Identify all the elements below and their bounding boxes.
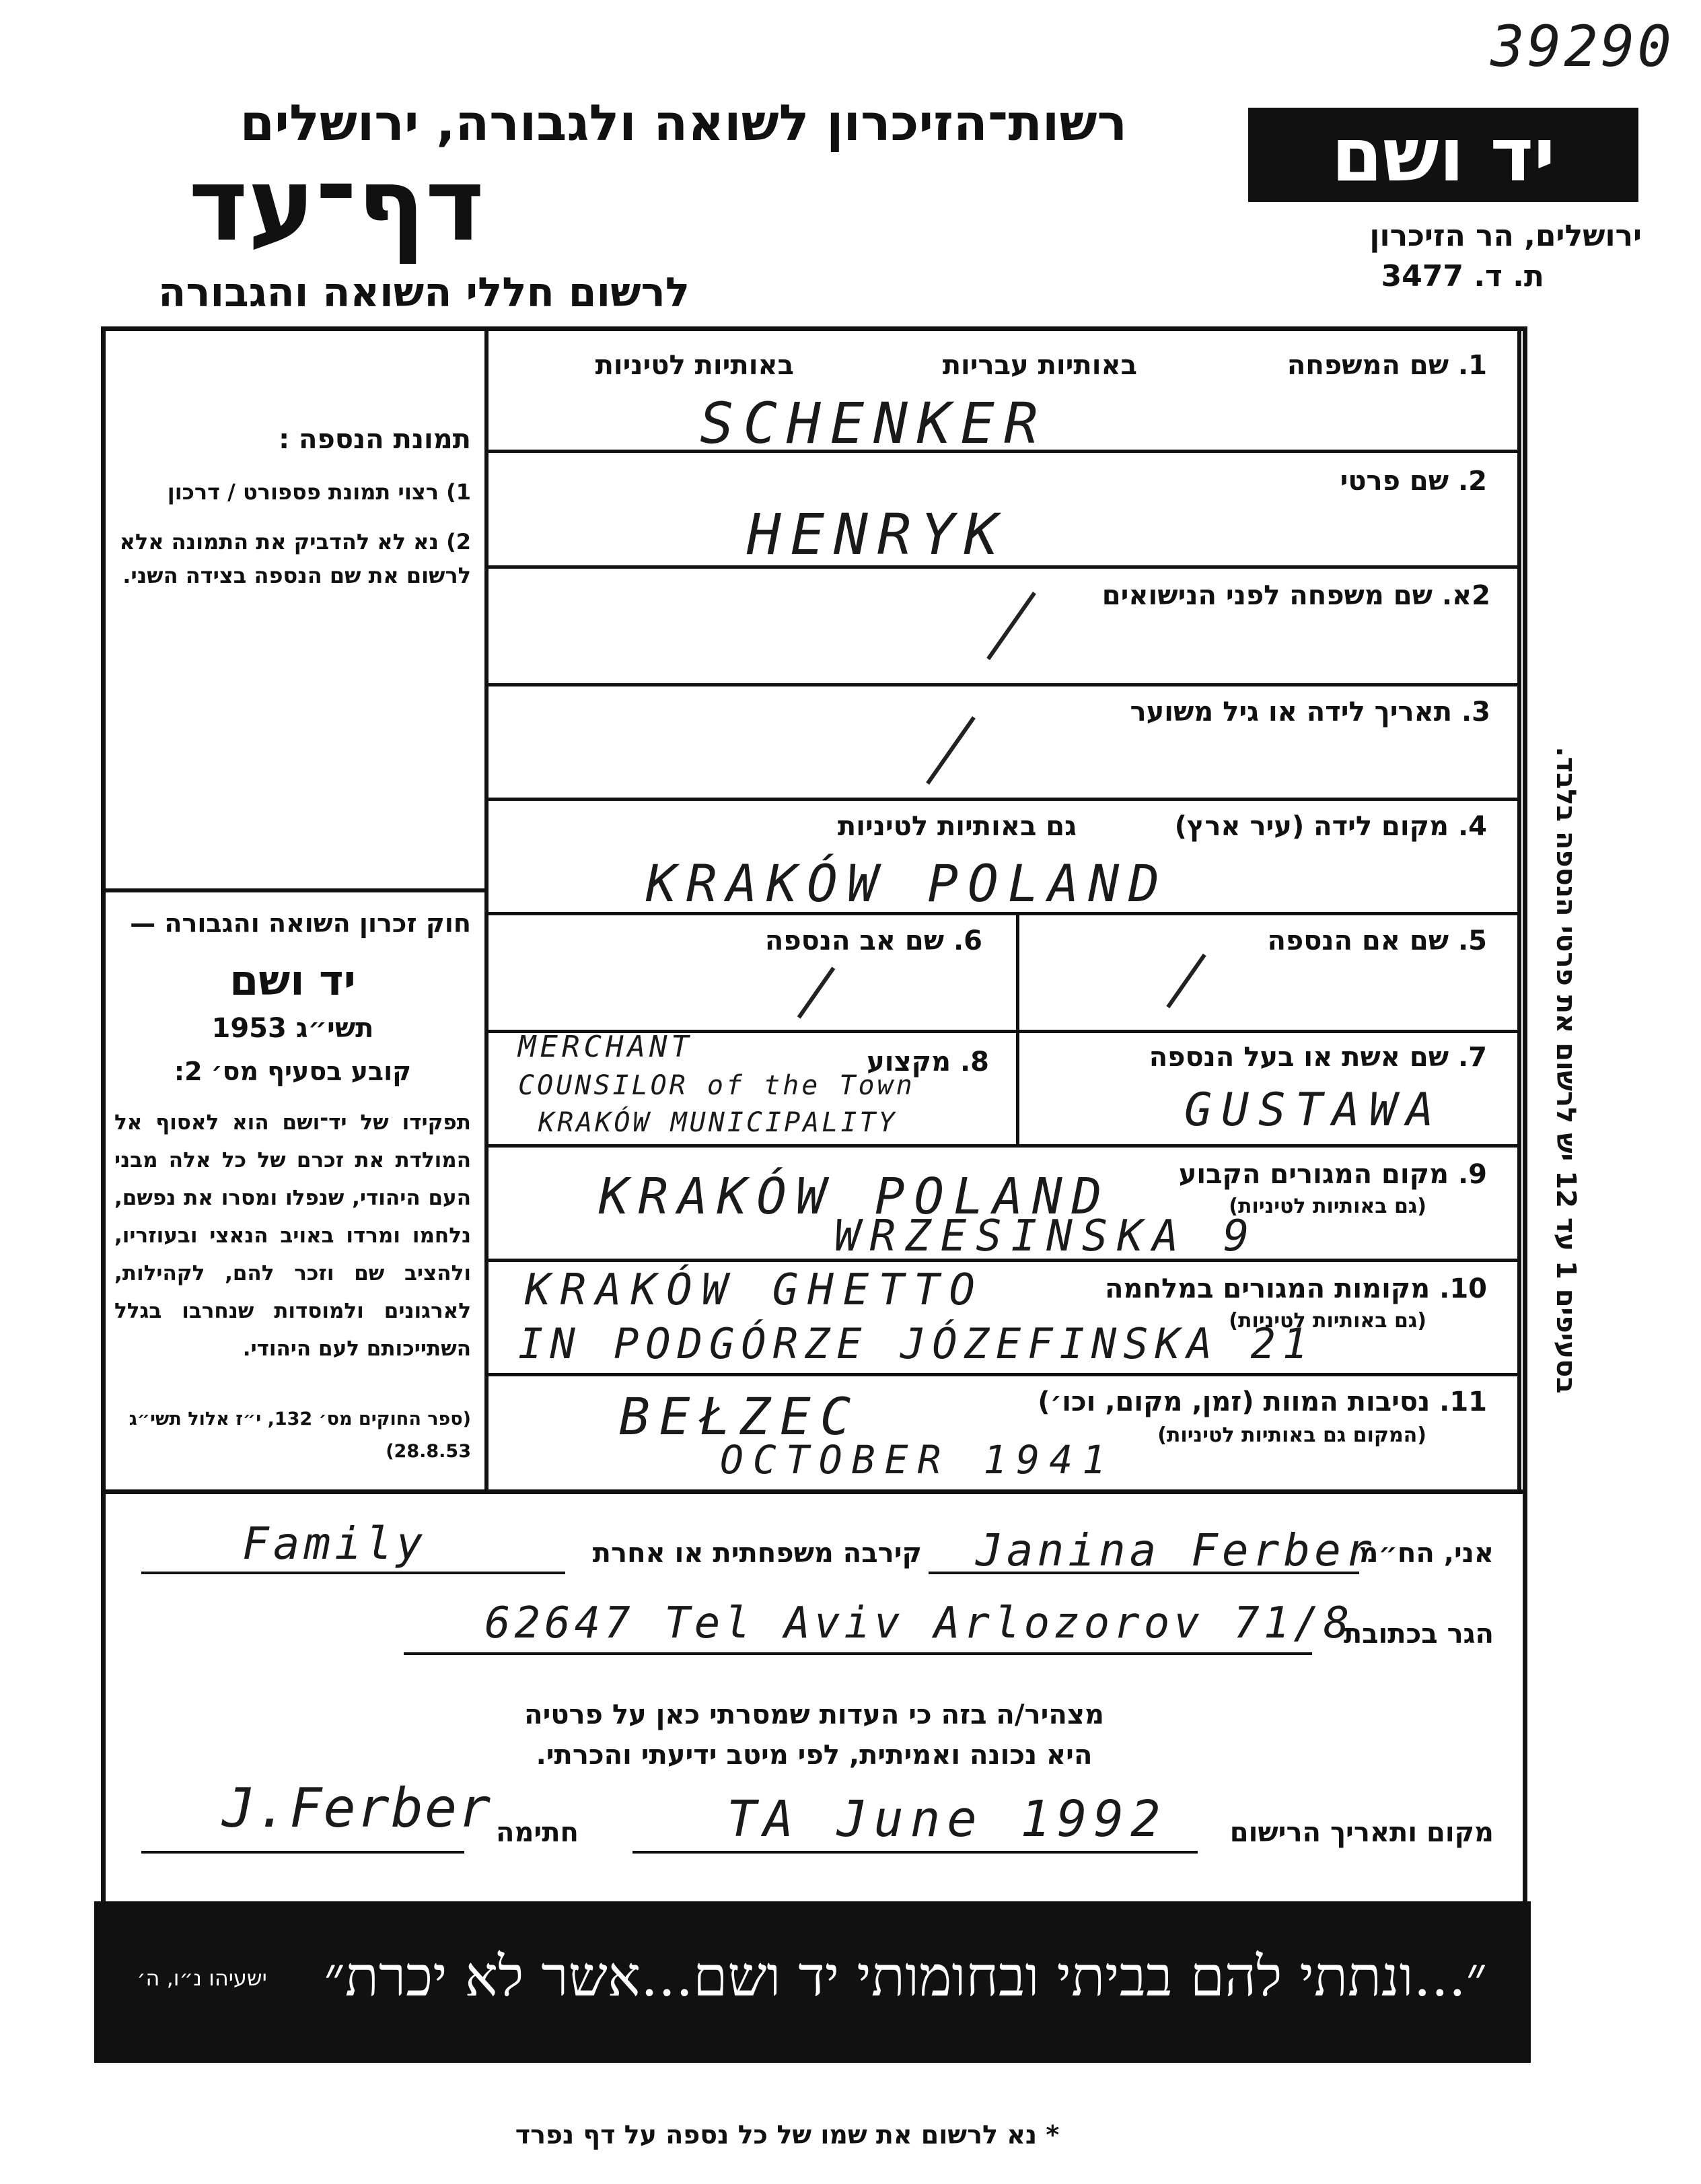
place-date-label: מקום ותאריך הרישום <box>1229 1817 1494 1848</box>
field3-label: 3. תאריך לידה או גיל משוער <box>1130 697 1490 728</box>
field-area-edge <box>1517 326 1521 1494</box>
profession-value1[interactable]: MERCHANT <box>518 1030 693 1064</box>
wartime-residence-value1[interactable]: KRAKÓW GHETTO <box>525 1265 984 1315</box>
footer-note: * נא לרשום את שמו של כל נספה על דף נפרד <box>515 2120 1060 2150</box>
relation-value[interactable]: Family <box>242 1518 427 1570</box>
field9-sub: (גם באותיות לטיניות) <box>1229 1195 1426 1218</box>
profession-value3[interactable]: KRAKÓW MUNICIPALITY <box>538 1107 898 1138</box>
page-subtitle: לרשום חללי השואה והגבורה <box>158 269 690 316</box>
field6-label: 6. שם אב הנספה <box>764 925 982 956</box>
address-line1: ירושלים, הר הזיכרון <box>1369 219 1642 253</box>
field1-label: 1. שם המשפחה <box>1287 350 1487 381</box>
surname-value[interactable]: SCHENKER <box>700 390 1048 456</box>
yad-vashem-logo <box>1248 108 1638 202</box>
place-date-line <box>632 1851 1198 1854</box>
relation-label: קירבה משפחתית או אחרת <box>592 1538 922 1569</box>
field11-sub: (המקום גם באותיות לטיניות) <box>1157 1423 1426 1447</box>
field9-label: 9. מקום המגורים הקבוע <box>1178 1159 1487 1190</box>
photo-box-note2: 2) נא לא להדביק את התמונה אלא לרשום את שם הנספה בצידה השני. <box>119 529 471 588</box>
banner-source: ישעיהו נ״ו, ה׳ <box>137 1965 267 1991</box>
side-instruction: בסעיפים 1 עד 12 יש לרשום את פרטי הנספה בלבד. <box>1550 746 1581 1394</box>
left-column-split <box>101 888 486 892</box>
field8-label: 8. מקצוע <box>867 1047 989 1078</box>
statement-line1: מצהיר/ה בזה כי העדות שמסרתי כאן על פרטיה <box>524 1699 1104 1730</box>
photo-box-note1: 1) רצוי תמונת פספורט / דרכון <box>167 479 471 505</box>
address-line2: ת. ד. 3477 <box>1381 259 1544 293</box>
field5-label: 5. שם אם הנספה <box>1267 925 1487 956</box>
law-box-year: תשי״ג 1953 <box>211 1013 374 1044</box>
field2-label: 2. שם פרטי <box>1340 466 1487 497</box>
residence-value1[interactable]: KRAKÓW POLAND <box>599 1168 1112 1226</box>
field11-label: 11. נסיבות המוות (זמן, מקום, וכו׳) <box>1038 1386 1487 1417</box>
place-date-value[interactable]: TA June 1992 <box>727 1790 1167 1848</box>
page-title: דף־עד <box>188 147 484 264</box>
field10-label: 10. מקומות המגורים במלחמה <box>1105 1273 1487 1304</box>
declarant-prefix: אני, הח״מ <box>1359 1538 1494 1569</box>
logo-text: יד ושם <box>1331 112 1556 198</box>
photo-box-title: תמונת הנספה : <box>279 424 471 455</box>
law-box-clause: קובע בסעיף מס׳ 2: <box>174 1057 412 1086</box>
field2a-label: 2א. שם משפחה לפני הנישואים <box>1101 580 1490 611</box>
row-sep-3 <box>486 683 1519 686</box>
death-place-value[interactable]: BEŁZEC <box>619 1386 861 1446</box>
address-line <box>404 1652 1312 1655</box>
signature-value[interactable]: J.Ferber <box>222 1777 493 1839</box>
left-column-divider <box>484 326 488 1494</box>
statement-line2: היא נכונה ואמיתית, לפי מיטב ידיעתי והכרתי. <box>536 1740 1093 1771</box>
field1-hebrew-hint: באותיות עבריות <box>942 350 1137 381</box>
field10-sub: (גם באותיות לטיניות) <box>1229 1309 1426 1333</box>
institution-name: רשות־הזיכרון לשואה ולגבורה, ירושלים <box>240 94 1127 152</box>
signature-line <box>141 1851 464 1854</box>
signature-label: חתימה <box>495 1817 579 1848</box>
law-box-name: יד ושם <box>229 956 356 1005</box>
law-box-text: תפקידו של יד־ושם הוא לאסוף אל המולדת את זכרם של כל אלה מבני העם היהודי, שנפלו ומסרו את נפשם, נלחמו ומרדו באויב הנאצי ובעוזריו, ולהציב שם וזכר להם, לקהילות, לארגונים ולמוסדות שנחרבו בגלל השתייכותם לעם היהודי. <box>114 1111 471 1361</box>
row-sep-7 <box>486 1144 1519 1148</box>
file-number: 39290 <box>1490 13 1674 79</box>
law-box-title: חוק זכרון השואה והגבורה — <box>130 909 471 938</box>
death-date-value[interactable]: OCTOBER 1941 <box>720 1437 1116 1483</box>
spouse-name-value[interactable]: GUSTAWA <box>1184 1084 1443 1137</box>
declarant-name-value[interactable]: Janina Ferber <box>976 1524 1376 1576</box>
banner-quote: ״...ונתתי להם בביתי ובחומותי יד ושם...אשר לא יכרת״ <box>324 1945 1487 2009</box>
relation-line <box>141 1572 565 1574</box>
residence-value2[interactable]: WRZESINSKA 9 <box>834 1211 1259 1261</box>
field4-label: 4. מקום לידה (עיר ארץ) <box>1174 811 1487 842</box>
field4-latin-hint: גם באותיות לטיניות <box>837 811 1077 842</box>
birthplace-value[interactable]: KRAKÓW POLAND <box>646 853 1169 913</box>
row-split-vertical <box>1016 912 1019 1144</box>
address-label: הגר בכתובת <box>1343 1619 1494 1650</box>
first-name-value[interactable]: HENRYK <box>747 501 1008 567</box>
law-box-source: (ספר החוקים מס׳ 132, י״ז אלול תשי״ג 28.8.53) <box>129 1409 471 1462</box>
profession-value2[interactable]: COUNSILOR of the Town <box>518 1070 915 1101</box>
row-sep-4 <box>486 798 1519 801</box>
row-sep-9 <box>486 1373 1519 1376</box>
field1-latin-hint: באותיות לטיניות <box>595 350 794 381</box>
field7-label: 7. שם אשת או בעל הנספה <box>1149 1042 1487 1073</box>
address-value[interactable]: 62647 Tel Aviv Arlozorov 71/8 <box>484 1598 1354 1648</box>
wartime-residence-value2[interactable]: IN PODGÓRZE JÓZEFINSKA 21 <box>518 1319 1315 1368</box>
